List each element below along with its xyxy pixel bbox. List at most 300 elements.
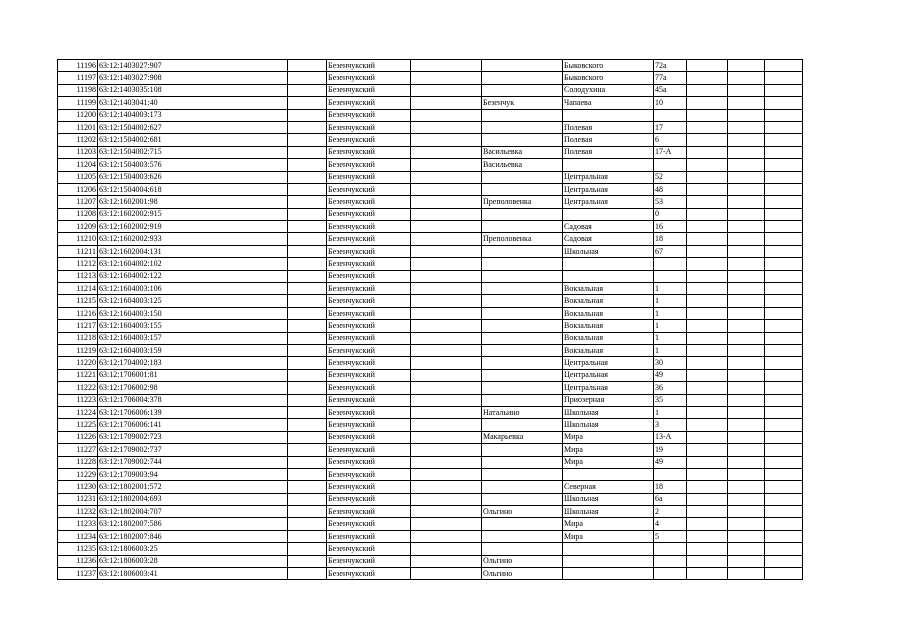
empty-cell	[288, 332, 327, 344]
empty-cell	[728, 196, 765, 208]
empty-cell	[288, 456, 327, 468]
cadastral-number-cell: 63:12:1602001:98	[98, 196, 288, 208]
table-row	[58, 146, 803, 158]
empty-cell	[288, 382, 327, 394]
empty-cell	[288, 530, 327, 542]
district-cell: Безенчукский	[327, 159, 411, 171]
settlement-cell	[482, 134, 563, 146]
empty-cell	[765, 394, 803, 406]
row-number-cell: 11211	[58, 245, 98, 257]
empty-cell	[687, 530, 728, 542]
district-cell: Безенчукский	[327, 419, 411, 431]
empty-cell	[288, 283, 327, 295]
settlement-cell	[482, 493, 563, 505]
empty-cell	[728, 506, 765, 518]
empty-cell	[411, 468, 482, 480]
street-cell	[563, 543, 654, 555]
cadastral-number-cell: 63:12:1604003:125	[98, 295, 288, 307]
cadastral-number-cell: 63:12:1604003:106	[98, 283, 288, 295]
house-number-cell	[654, 109, 687, 121]
empty-cell	[728, 258, 765, 270]
row-number-cell: 11206	[58, 183, 98, 195]
district-cell: Безенчукский	[327, 444, 411, 456]
empty-cell	[288, 481, 327, 493]
empty-cell	[728, 530, 765, 542]
row-number-cell: 11204	[58, 159, 98, 171]
empty-cell	[411, 493, 482, 505]
street-cell: Солодухина	[563, 84, 654, 96]
house-number-cell: 36	[654, 382, 687, 394]
empty-cell	[411, 183, 482, 195]
street-cell: Быковского	[563, 60, 654, 72]
empty-cell	[728, 481, 765, 493]
empty-cell	[765, 530, 803, 542]
empty-cell	[411, 283, 482, 295]
empty-cell	[288, 159, 327, 171]
street-cell: Школьная	[563, 506, 654, 518]
house-number-cell: 49	[654, 369, 687, 381]
empty-cell	[687, 307, 728, 319]
street-cell: Мира	[563, 456, 654, 468]
street-cell	[563, 258, 654, 270]
house-number-cell: 77а	[654, 72, 687, 84]
empty-cell	[687, 456, 728, 468]
empty-cell	[728, 357, 765, 369]
row-number-cell: 11202	[58, 134, 98, 146]
table-row	[58, 493, 803, 505]
district-cell: Безенчукский	[327, 493, 411, 505]
cadastral-number-cell: 63:12:1706006:141	[98, 419, 288, 431]
table-row	[58, 518, 803, 530]
empty-cell	[765, 109, 803, 121]
table-row	[58, 468, 803, 480]
empty-cell	[765, 258, 803, 270]
district-cell: Безенчукский	[327, 382, 411, 394]
empty-cell	[728, 109, 765, 121]
empty-cell	[288, 183, 327, 195]
empty-cell	[687, 221, 728, 233]
empty-cell	[728, 369, 765, 381]
district-cell: Безенчукский	[327, 357, 411, 369]
cadastral-number-cell: 63:12:1706006:139	[98, 406, 288, 418]
row-number-cell: 11230	[58, 481, 98, 493]
cadastral-number-cell: 63:12:1706001:81	[98, 369, 288, 381]
empty-cell	[411, 518, 482, 530]
table-row	[58, 72, 803, 84]
empty-cell	[288, 295, 327, 307]
cadastral-number-cell: 63:12:1706002:98	[98, 382, 288, 394]
district-cell: Безенчукский	[327, 196, 411, 208]
empty-cell	[411, 196, 482, 208]
empty-cell	[288, 146, 327, 158]
empty-cell	[687, 84, 728, 96]
row-number-cell: 11205	[58, 171, 98, 183]
district-cell: Безенчукский	[327, 555, 411, 567]
empty-cell	[411, 258, 482, 270]
empty-cell	[288, 245, 327, 257]
empty-cell	[728, 518, 765, 530]
street-cell: Полевая	[563, 121, 654, 133]
district-cell: Безенчукский	[327, 221, 411, 233]
empty-cell	[687, 444, 728, 456]
empty-cell	[728, 332, 765, 344]
row-number-cell: 11209	[58, 221, 98, 233]
row-number-cell: 11219	[58, 344, 98, 356]
district-cell: Безенчукский	[327, 307, 411, 319]
empty-cell	[728, 444, 765, 456]
cadastral-number-cell: 63:12:1504002:681	[98, 134, 288, 146]
street-cell	[563, 109, 654, 121]
cadastral-number-cell: 63:12:1704002:183	[98, 357, 288, 369]
house-number-cell: 2	[654, 506, 687, 518]
empty-cell	[411, 369, 482, 381]
district-cell: Безенчукский	[327, 332, 411, 344]
empty-cell	[288, 196, 327, 208]
empty-cell	[288, 444, 327, 456]
table-row	[58, 183, 803, 195]
table-row	[58, 530, 803, 542]
empty-cell	[728, 320, 765, 332]
row-number-cell: 11207	[58, 196, 98, 208]
settlement-cell: Макарьевка	[482, 431, 563, 443]
settlement-cell: Ольгино	[482, 506, 563, 518]
settlement-cell	[482, 369, 563, 381]
district-cell: Безенчукский	[327, 431, 411, 443]
house-number-cell: 13-А	[654, 431, 687, 443]
empty-cell	[765, 419, 803, 431]
cadastral-number-cell: 63:12:1504004:618	[98, 183, 288, 195]
empty-cell	[765, 134, 803, 146]
table-row	[58, 233, 803, 245]
cadastral-number-cell: 63:12:1706004:378	[98, 394, 288, 406]
settlement-cell: Ольгино	[482, 555, 563, 567]
house-number-cell: 5	[654, 530, 687, 542]
empty-cell	[728, 233, 765, 245]
empty-cell	[411, 97, 482, 109]
street-cell: Центральная	[563, 171, 654, 183]
empty-cell	[411, 456, 482, 468]
cadastral-number-cell: 63:12:1709003:94	[98, 468, 288, 480]
empty-cell	[411, 159, 482, 171]
empty-cell	[288, 208, 327, 220]
table-row	[58, 344, 803, 356]
empty-cell	[411, 382, 482, 394]
house-number-cell: 1	[654, 320, 687, 332]
house-number-cell	[654, 258, 687, 270]
empty-cell	[765, 406, 803, 418]
district-cell: Безенчукский	[327, 394, 411, 406]
table-row	[58, 258, 803, 270]
district-cell: Безенчукский	[327, 344, 411, 356]
street-cell: Вокзальная	[563, 320, 654, 332]
empty-cell	[411, 320, 482, 332]
street-cell: Школьная	[563, 419, 654, 431]
empty-cell	[411, 171, 482, 183]
street-cell: Центральная	[563, 382, 654, 394]
empty-cell	[411, 431, 482, 443]
empty-cell	[765, 221, 803, 233]
street-cell: Мира	[563, 431, 654, 443]
empty-cell	[728, 221, 765, 233]
empty-cell	[687, 419, 728, 431]
empty-cell	[765, 72, 803, 84]
empty-cell	[411, 208, 482, 220]
street-cell: Школьная	[563, 245, 654, 257]
empty-cell	[765, 555, 803, 567]
district-cell: Безенчукский	[327, 530, 411, 542]
row-number-cell: 11217	[58, 320, 98, 332]
empty-cell	[728, 555, 765, 567]
cadastral-number-cell: 63:12:1709002:744	[98, 456, 288, 468]
empty-cell	[687, 208, 728, 220]
cadastral-number-cell: 63:12:1602002:933	[98, 233, 288, 245]
house-number-cell: 0	[654, 208, 687, 220]
empty-cell	[687, 468, 728, 480]
empty-cell	[687, 518, 728, 530]
street-cell: Вокзальная	[563, 283, 654, 295]
empty-cell	[728, 568, 765, 580]
empty-cell	[728, 208, 765, 220]
empty-cell	[728, 60, 765, 72]
table-row	[58, 60, 803, 72]
empty-cell	[728, 283, 765, 295]
cadastral-number-cell: 63:12:1604003:159	[98, 344, 288, 356]
empty-cell	[288, 97, 327, 109]
row-number-cell: 11201	[58, 121, 98, 133]
empty-cell	[765, 468, 803, 480]
table-row	[58, 357, 803, 369]
table-row	[58, 245, 803, 257]
settlement-cell	[482, 357, 563, 369]
district-cell: Безенчукский	[327, 109, 411, 121]
street-cell: Мира	[563, 444, 654, 456]
row-number-cell: 11222	[58, 382, 98, 394]
empty-cell	[728, 121, 765, 133]
empty-cell	[728, 183, 765, 195]
district-cell: Безенчукский	[327, 568, 411, 580]
row-number-cell: 11199	[58, 97, 98, 109]
row-number-cell: 11212	[58, 258, 98, 270]
empty-cell	[288, 468, 327, 480]
empty-cell	[288, 369, 327, 381]
empty-cell	[687, 146, 728, 158]
table-row	[58, 369, 803, 381]
district-cell: Безенчукский	[327, 456, 411, 468]
empty-cell	[288, 555, 327, 567]
row-number-cell: 11235	[58, 543, 98, 555]
cadastral-number-cell: 63:12:1802004:707	[98, 506, 288, 518]
district-cell: Безенчукский	[327, 171, 411, 183]
table-row	[58, 419, 803, 431]
empty-cell	[728, 344, 765, 356]
empty-cell	[687, 72, 728, 84]
empty-cell	[765, 357, 803, 369]
house-number-cell	[654, 555, 687, 567]
cadastral-number-cell: 63:12:1806003:28	[98, 555, 288, 567]
cadastral-number-cell: 63:12:1806003:25	[98, 543, 288, 555]
empty-cell	[411, 245, 482, 257]
empty-cell	[765, 183, 803, 195]
table-row	[58, 171, 803, 183]
row-number-cell: 11197	[58, 72, 98, 84]
house-number-cell: 72а	[654, 60, 687, 72]
row-number-cell: 11200	[58, 109, 98, 121]
empty-cell	[765, 307, 803, 319]
empty-cell	[687, 295, 728, 307]
district-cell: Безенчукский	[327, 295, 411, 307]
street-cell	[563, 568, 654, 580]
empty-cell	[687, 183, 728, 195]
row-number-cell: 11237	[58, 568, 98, 580]
settlement-cell	[482, 208, 563, 220]
district-cell: Безенчукский	[327, 283, 411, 295]
row-number-cell: 11203	[58, 146, 98, 158]
empty-cell	[728, 270, 765, 282]
empty-cell	[687, 369, 728, 381]
empty-cell	[288, 344, 327, 356]
row-number-cell: 11225	[58, 419, 98, 431]
row-number-cell: 11216	[58, 307, 98, 319]
empty-cell	[765, 196, 803, 208]
cadastral-number-cell: 63:12:1504002:715	[98, 146, 288, 158]
street-cell: Быковского	[563, 72, 654, 84]
street-cell: Северная	[563, 481, 654, 493]
street-cell: Школьная	[563, 406, 654, 418]
empty-cell	[765, 444, 803, 456]
empty-cell	[288, 320, 327, 332]
empty-cell	[728, 543, 765, 555]
house-number-cell: 3	[654, 419, 687, 431]
table-row	[58, 84, 803, 96]
street-cell	[563, 208, 654, 220]
street-cell: Вокзальная	[563, 344, 654, 356]
settlement-cell	[482, 121, 563, 133]
empty-cell	[765, 171, 803, 183]
empty-cell	[765, 121, 803, 133]
house-number-cell: 1	[654, 283, 687, 295]
empty-cell	[765, 518, 803, 530]
empty-cell	[687, 543, 728, 555]
empty-cell	[765, 84, 803, 96]
house-number-cell: 52	[654, 171, 687, 183]
empty-cell	[288, 171, 327, 183]
district-cell: Безенчукский	[327, 506, 411, 518]
empty-cell	[288, 270, 327, 282]
house-number-cell: 1	[654, 344, 687, 356]
empty-cell	[687, 60, 728, 72]
empty-cell	[728, 171, 765, 183]
empty-cell	[765, 369, 803, 381]
cadastral-number-cell: 63:12:1802001:572	[98, 481, 288, 493]
house-number-cell: 45а	[654, 84, 687, 96]
empty-cell	[288, 419, 327, 431]
empty-cell	[728, 146, 765, 158]
table-row	[58, 208, 803, 220]
table-row	[58, 568, 803, 580]
table-row	[58, 97, 803, 109]
cadastral-number-cell: 63:12:1504002:627	[98, 121, 288, 133]
empty-cell	[728, 134, 765, 146]
empty-cell	[728, 245, 765, 257]
empty-cell	[765, 283, 803, 295]
row-number-cell: 11214	[58, 283, 98, 295]
settlement-cell	[482, 245, 563, 257]
empty-cell	[288, 431, 327, 443]
settlement-cell	[482, 419, 563, 431]
empty-cell	[411, 146, 482, 158]
street-cell	[563, 555, 654, 567]
cadastral-number-cell: 63:12:1403041:40	[98, 97, 288, 109]
settlement-cell: Преполовенка	[482, 233, 563, 245]
empty-cell	[288, 518, 327, 530]
empty-cell	[288, 109, 327, 121]
empty-cell	[411, 270, 482, 282]
empty-cell	[687, 493, 728, 505]
house-number-cell: 30	[654, 357, 687, 369]
settlement-cell	[482, 109, 563, 121]
empty-cell	[765, 568, 803, 580]
row-number-cell: 11218	[58, 332, 98, 344]
empty-cell	[765, 159, 803, 171]
empty-cell	[728, 394, 765, 406]
house-number-cell: 1	[654, 295, 687, 307]
table-row	[58, 295, 803, 307]
empty-cell	[687, 357, 728, 369]
street-cell: Центральная	[563, 357, 654, 369]
house-number-cell: 6	[654, 134, 687, 146]
settlement-cell	[482, 221, 563, 233]
street-cell: Садовая	[563, 221, 654, 233]
cadastral-number-cell: 63:12:1802004:693	[98, 493, 288, 505]
empty-cell	[411, 233, 482, 245]
cadastral-number-cell: 63:12:1602002:919	[98, 221, 288, 233]
empty-cell	[411, 221, 482, 233]
district-cell: Безенчукский	[327, 258, 411, 270]
row-number-cell: 11208	[58, 208, 98, 220]
empty-cell	[765, 97, 803, 109]
row-number-cell: 11233	[58, 518, 98, 530]
empty-cell	[411, 295, 482, 307]
row-number-cell: 11223	[58, 394, 98, 406]
table-row	[58, 159, 803, 171]
cadastral-number-cell: 63:12:1604003:155	[98, 320, 288, 332]
table-row	[58, 221, 803, 233]
row-number-cell: 11213	[58, 270, 98, 282]
empty-cell	[411, 419, 482, 431]
empty-cell	[687, 283, 728, 295]
empty-cell	[728, 431, 765, 443]
cadastral-number-cell: 63:12:1403027:907	[98, 60, 288, 72]
empty-cell	[765, 270, 803, 282]
cadastral-number-cell: 63:12:1602004:131	[98, 245, 288, 257]
row-number-cell: 11232	[58, 506, 98, 518]
empty-cell	[411, 543, 482, 555]
house-number-cell: 35	[654, 394, 687, 406]
house-number-cell: 4	[654, 518, 687, 530]
empty-cell	[765, 456, 803, 468]
empty-cell	[765, 506, 803, 518]
district-cell: Безенчукский	[327, 468, 411, 480]
empty-cell	[288, 134, 327, 146]
district-cell: Безенчукский	[327, 233, 411, 245]
settlement-cell	[482, 295, 563, 307]
empty-cell	[288, 543, 327, 555]
settlement-cell	[482, 382, 563, 394]
empty-cell	[687, 97, 728, 109]
empty-cell	[687, 270, 728, 282]
settlement-cell	[482, 320, 563, 332]
empty-cell	[411, 394, 482, 406]
